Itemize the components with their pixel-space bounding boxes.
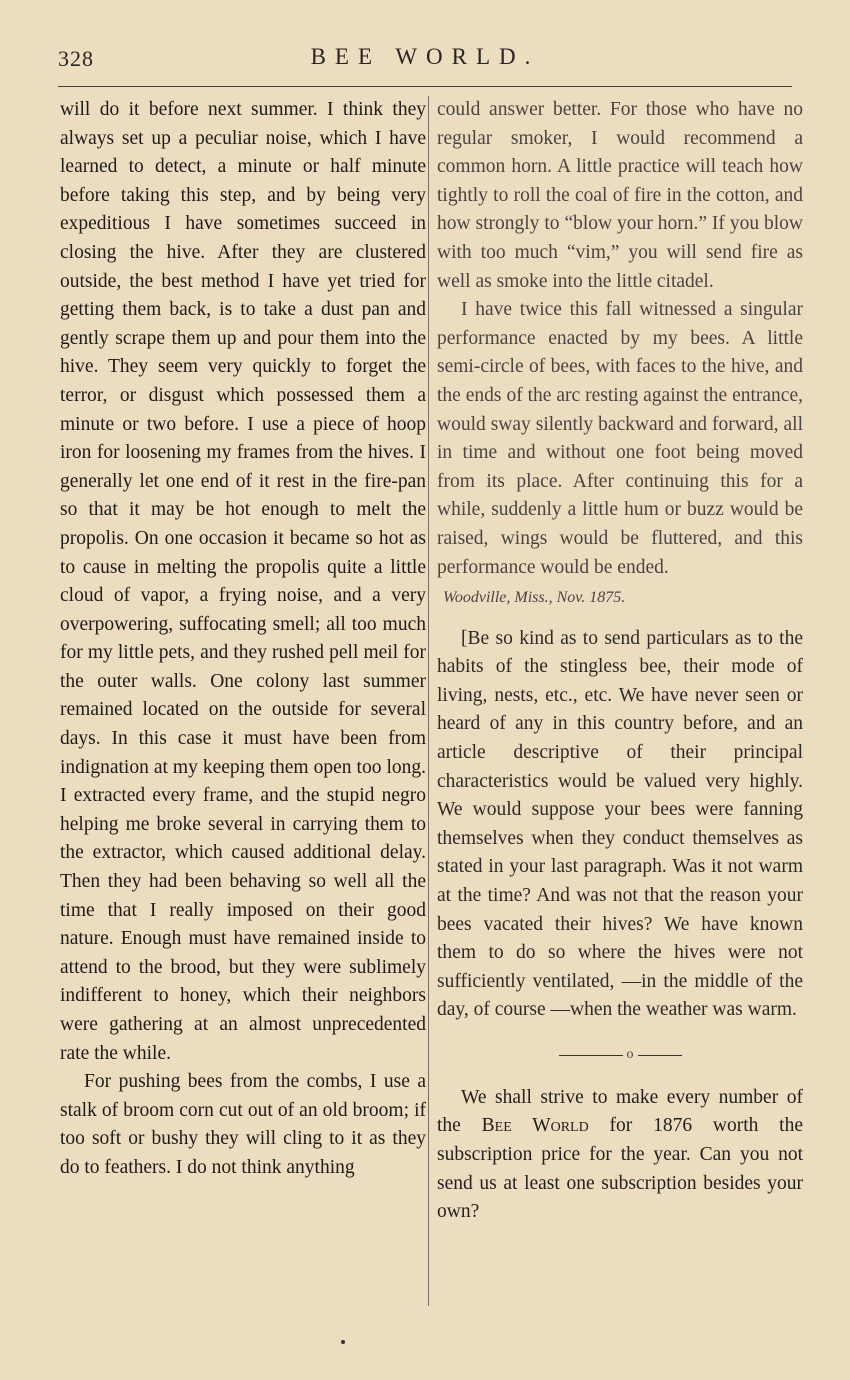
section-separator (437, 1041, 803, 1070)
page-header (58, 44, 792, 80)
header-rule (58, 86, 792, 87)
right-column (437, 96, 803, 1227)
left-column (60, 96, 426, 1183)
correspondent-signature: Woodville, Miss., Nov. 1875. (443, 589, 626, 607)
separator-mark: o (626, 1047, 634, 1063)
page-number: 328 (58, 46, 94, 71)
column-divider (428, 96, 429, 1306)
right-paragraph-2: I have twice this fall witnessed a singular performance enacted by my bees. A little semi-circle of bees, with faces to the hive, and the ends of the arc resting against the entrance, would sway silently backward and forward, all in time and without one foot being moved from its place. After continuing this for a while, suddenly a little hum or buzz would be raised, wings would be fluttered, and this performance would be ended. (437, 299, 803, 578)
editor-note: [Be so kind as to send particulars as to the habits of the stingless bee, their mode of living, nests, etc., etc. We have never seen or heard of any in this country before, and an article descriptive of their principal characteristics would be valued very highly. We would suppose your bees were fanning themselves when they conduct themselves as stated in your last paragraph. Was it not warm at the time? And was not that the reason your bees vacated their hives? We have known them to do so where the hives were not sufficiently ventilated, —in the middle of the day, of course —when the weather was warm. (437, 627, 803, 1021)
left-paragraph-2: For pushing bees from the combs, I use a stalk of broom corn cut out of an old broom; if too soft or bushy they will cling to it as they do to feathers. I do not think anything (60, 1071, 426, 1178)
running-title: BEE WORLD. (310, 44, 540, 69)
separator-rule-right (638, 1055, 682, 1056)
closing-text-start: We shall strive to make every number of the (437, 1086, 803, 1137)
closing-notice (437, 1084, 803, 1227)
separator-rule-left (559, 1055, 623, 1056)
journal-title: Bee World (481, 1115, 589, 1137)
left-paragraph-1: will do it before next summer. I think they always set up a peculiar noise, which I have learned to detect, a minute or half minute before taking this step, and by being very expeditious I have sometimes succeed in closing the hive. After they are clustered outside, the best method I have yet tried for getting them back, is to take a dust pan and gently scrape them up and pour them into the hive. They seem very quickly to forget the terror, or disgust which possessed them a minute or two before. I use a piece of hoop iron for loosening my frames from the hives. I generally let one end of it rest in the fire-pan so that it may be hot enough to melt the propolis. On one occasion it became so hot as to cause in melting the propolis quite a little cloud of vapor, a frying noise, and a very overpowering, suffocating smell; all too much for my little pets, and they rushed pell meil for the outer walls. One colony last summer remained located on the outside for several days. In this case it must have been from indignation at my keeping them open too long. I extracted every frame, and the stupid negro helping me broke several in carrying them to the extractor, which caused additional delay. Then they had been behaving so well all the time that I really imposed on their good nature. Enough must have remained inside to attend to the brood, but they were sublimely indifferent to honey, which their neighbors were gathering at an almost unprecedented rate the while. (60, 99, 426, 1064)
closing-text-end: for 1876 worth the subscription price for the year. Can you not send us at least one subscription besides your own? (437, 1115, 803, 1223)
page-speck (341, 1340, 345, 1344)
right-paragraph-1: could answer better. For those who have no regular smoker, I would recommend a common horn. A little practice will teach how tightly to roll the coal of fire in the cotton, and how strongly to “blow your horn.” If you blow with too much “vim,” you will send fire as well as smoke into the little citadel. (437, 99, 803, 292)
